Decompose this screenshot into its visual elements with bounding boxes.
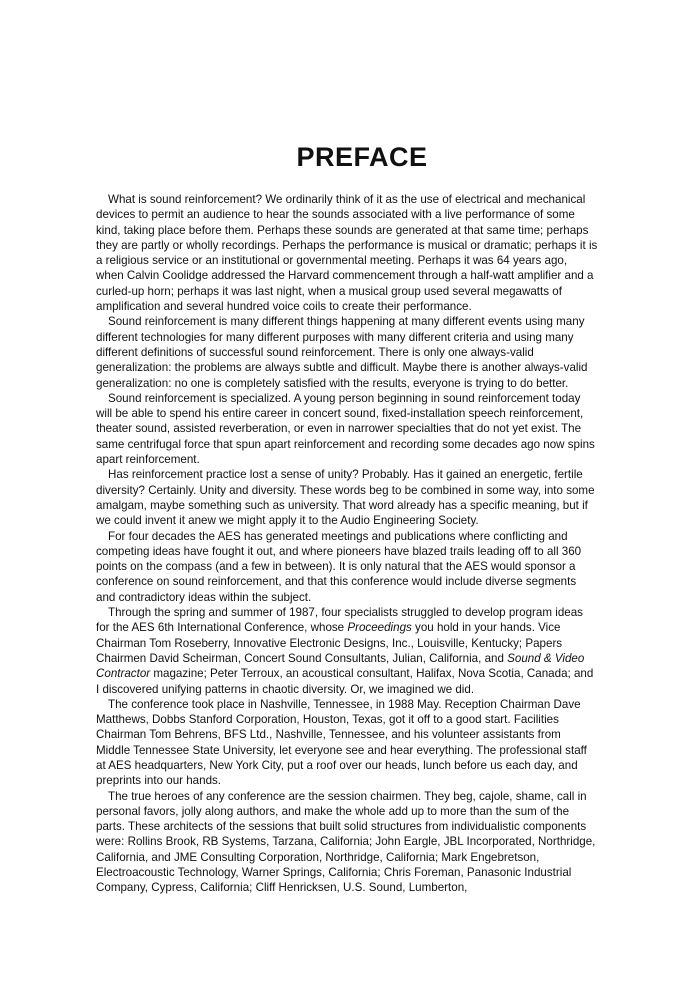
- paragraph-2: Sound reinforcement is many different things happening at many different events using many different technologies for many different purposes with many different criteria and using many different definitions of successful sound reinforcement. There is only one always-valid generalization: the problems are always subtle and difficult. Maybe there is another always-valid generalization: no one is completely satisfied with the results, everyone is trying to do better.: [96, 315, 588, 390]
- proceedings-italic: Proceedings: [347, 621, 412, 635]
- paragraph-6-part-3: magazine; Peter Terroux, an acoustical consultant, Halifax, Nova Scotia, Canada; and I discovered unifying patterns in chaotic diversity. Or, we imagined we did.: [96, 667, 594, 696]
- paragraph-6-part-2: you hold in your hands. Vice Chairman Tom Roseberry, Innovative Electronic Designs, Inc., Louisville, Kentucky; Papers Chairmen David Scheirman, Concert Sound Consultants, Julian, California, and: [96, 621, 563, 665]
- paragraph-4: Has reinforcement practice lost a sense of unity? Probably. Has it gained an energetic, fertile diversity? Certainly. Unity and diversity. These words beg to be combined in some way, into some amalgam, maybe something such as university. That word already has a specific meaning, but if we could invent it anew we might apply it to the Audio Engineering Society.: [96, 468, 595, 528]
- magazine-italic: Sound & Video Contractor: [96, 651, 585, 681]
- paragraph-7: The conference took place in Nashville, Tennessee, in 1988 May. Reception Chairman Dave Matthews, Dobbs Stanford Corporation, Houston, Texas, got it off to a good start. Facilities Chairman Tom Behrens, BFS Ltd., Nashville, Tennessee, and his volunteer assistants from Middle Tennessee State University, let everyone see and hear everything. The professional staff at AES headquarters, New York City, put a roof over our heads, lunch before us each day, and preprints into our hands.: [96, 697, 587, 788]
- paragraph-1: What is sound reinforcement? We ordinarily think of it as the use of electrical and mechanical devices to permit an audience to hear the sounds associated with a live performance of some kind, taking place before them. Perhaps these sounds are generated at that same time; perhaps they are partly or wholly recordings. Perhaps the performance is musical or dramatic; perhaps it is a religious service or an institutional or governmental meeting. Perhaps it was 64 years ago, when Calvin Coolidge addressed the Harvard commencement through a half-watt amplifier and a curled-up horn; perhaps it was last night, when a musical group used several megawatts of amplification and several hundred voice coils to create their performance.: [96, 193, 598, 314]
- paragraph-5: For four decades the AES has generated meetings and publications where conflicting and competing ideas have fought it out, and where pioneers have blazed trails leading off to all 360 points on the compass (and a few in between). It is only natural that the AES would sponsor a conference on sound reinforcement, and that this conference would include diverse segments and contradictory ideas within the subject.: [96, 529, 582, 604]
- paragraph-6-part-1: Through the spring and summer of 1987, four specialists struggled to develop program ideas for the AES 6th International Conference, whose: [96, 606, 583, 635]
- page-title: PREFACE: [296, 142, 428, 172]
- paragraph-3: Sound reinforcement is specialized. A young person beginning in sound reinforcement today will be able to spend his entire career in concert sound, fixed-installation speech reinforcement, theater sound, assisted reverberation, or even in narrower specialties that do not yet exist. The same centrifugal force that spun apart reinforcement and recording some decades ago now spins apart reinforcement.: [96, 391, 595, 467]
- paragraph-6: [96, 605, 598, 697]
- preface-page: [96, 140, 598, 896]
- paragraph-8: The true heroes of any conference are the session chairmen. They beg, cajole, shame, call in personal favors, jolly along authors, and make the whole add up to more than the sum of the parts. These architects of the sessions that built solid structures from individualistic components were: Rollins Brook, RB Systems, Tarzana, California; John Eargle, JBL Incorporated, Northridge, California, and JME Consulting Corporation, Northridge, California; Mark Engebretson, Electroacoustic Technology, Warner Springs, California; Chris Foreman, Panasonic Industrial Company, Cypress, California; Cliff Henricksen, U.S. Sound, Lumberton,: [96, 789, 596, 895]
